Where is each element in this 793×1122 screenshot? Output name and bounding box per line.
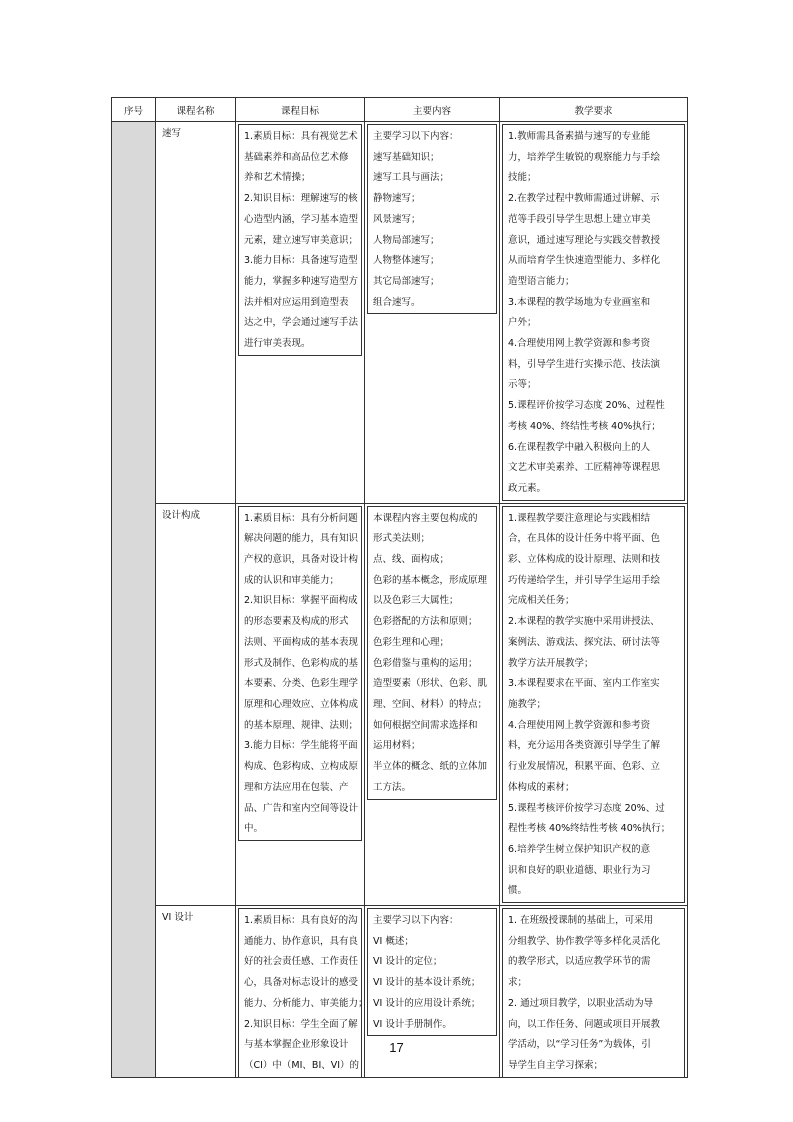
header-main-content: 主要内容	[365, 98, 500, 122]
main-content-cell	[365, 122, 500, 504]
cell-line: 1.教师需具备素描与速写的专业能	[508, 131, 651, 142]
cell-line: 与基本掌握企业形象设计	[244, 1039, 349, 1051]
course-name: 速写	[156, 122, 236, 504]
cell-line: 运用材料；	[373, 740, 421, 752]
cell-line: 4.合理使用网上教学资源和参考资	[508, 338, 651, 350]
cell-line: 理和方法应用在包装、产	[244, 781, 349, 793]
cell-line: 5.课程考核评价按学习态度 20%、过	[508, 802, 665, 814]
cell-line: 品、广告和室内空间等设计	[244, 802, 359, 814]
cell-line: 组合速写。	[373, 296, 421, 308]
cell-line: 进行审美表现。	[244, 338, 311, 350]
cell-line: 解决问题的能力，具有知识	[244, 533, 359, 545]
cell-line: 工方法。	[373, 781, 412, 793]
cell-line: 政元素。	[508, 482, 547, 494]
cell-line: 主要学习以下内容：	[373, 131, 459, 142]
cell-line: VI 设计的定位；	[373, 956, 443, 968]
course-goal-box	[238, 506, 362, 841]
cell-line: 2.知识目标：掌握平面构成	[244, 595, 358, 607]
course-goal-cell	[236, 122, 365, 504]
cell-line: 料，引导学生进行实操示范、技法演	[508, 358, 661, 370]
cell-line: 2.知识目标：学生全面了解	[244, 1018, 358, 1030]
main-content-box	[367, 908, 497, 1036]
cell-line: 速写工具与画法；	[373, 172, 450, 184]
cell-line: 施教学；	[508, 698, 547, 710]
cell-line: 体构成的素材；	[508, 781, 575, 793]
cell-line: 产权的意识，具备对设计构	[244, 554, 359, 566]
cell-line: 6.在课程教学中融入积极向上的人	[508, 441, 651, 453]
cell-line: 彩、立体构成的设计原理、法则和技	[508, 554, 661, 566]
cell-line: 色彩借鉴与重构的运用；	[373, 657, 478, 669]
seq-cell	[112, 122, 156, 1078]
cell-line: 人物局部速写；	[373, 234, 440, 246]
cell-line: 能力，掌握多种速写造型方	[244, 275, 359, 287]
cell-line: 养和艺术情操；	[244, 172, 311, 184]
cell-line: 原理和心理效应、立体构成	[244, 698, 359, 710]
cell-line: 技能；	[508, 172, 537, 184]
cell-line: 本要素、分类、色彩生理学	[244, 678, 359, 690]
teaching-requirements-cell	[500, 503, 688, 905]
cell-line: 1.素质目标：具有视觉艺术	[244, 131, 358, 142]
cell-line: 能力、分析能力、审美能力；	[244, 997, 368, 1009]
cell-line: 以及色彩三大属性；	[373, 595, 459, 607]
cell-line: 4.合理使用网上教学资源和参考资	[508, 719, 651, 731]
cell-line: 理、空间、材料）的特点；	[373, 698, 488, 710]
cell-line: 料，充分运用各类资源引导学生了解	[508, 740, 661, 752]
cell-line: 合，在具体的设计任务中将平面、色	[508, 533, 661, 545]
cell-line: 色彩的基本概念，形成原理	[373, 574, 488, 586]
header-teaching-requirements: 教学要求	[500, 98, 688, 122]
cell-line: 的基本原理、规律、法则；	[244, 719, 359, 731]
cell-line: VI 概述；	[373, 935, 414, 947]
teaching-requirements-box	[502, 506, 685, 903]
cell-line: 程性考核 40%终结性考核 40%执行；	[508, 823, 671, 835]
cell-line: 求；	[508, 977, 528, 989]
cell-line: 3.能力目标：学生能将平面	[244, 740, 358, 752]
cell-line: 心，具备对标志设计的感受	[244, 977, 359, 989]
curriculum-table	[111, 97, 688, 1078]
cell-line: 导学生自主学习探索；	[508, 1059, 604, 1071]
cell-line: 户外；	[508, 317, 537, 329]
cell-line: 法并相对应运用到造型表	[244, 296, 349, 308]
cell-line: 惯。	[508, 885, 528, 897]
cell-line: 1.课程教学要注意理论与实践相结	[508, 512, 651, 524]
cell-line: 3.能力目标：具备速写造型	[244, 255, 358, 267]
cell-line: 向，以工作任务、问题或项目开展教	[508, 1018, 661, 1030]
course-goal-box	[238, 124, 362, 356]
course-name: 设计构成	[156, 503, 236, 905]
cell-line: 色彩搭配的方法和原则；	[373, 616, 478, 628]
header-course-goal: 课程目标	[236, 98, 365, 122]
cell-line: 法则、平面构成的基本表现	[244, 636, 359, 648]
cell-line: 形式及制作、色彩构成的基	[244, 657, 359, 669]
cell-line: VI 设计手册制作。	[373, 1018, 452, 1030]
cell-line: 2.知识目标：理解速写的核	[244, 193, 358, 205]
cell-line: 示等；	[508, 379, 537, 391]
table-row	[112, 122, 688, 504]
table-header-row	[112, 98, 688, 122]
cell-line: 色彩生理和心理；	[373, 636, 450, 648]
cell-line: 力，培养学生敏锐的观察能力与手绘	[508, 151, 661, 163]
cell-line: 2. 通过项目教学，以职业活动为导	[508, 997, 654, 1009]
cell-line: 1.素质目标：具有分析问题	[244, 512, 358, 524]
cell-line: 行业发展情况，积累平面、色彩、立	[508, 761, 661, 773]
cell-line: 如何根据空间需求选择和	[373, 719, 478, 731]
course-name: VI 设计	[156, 906, 236, 1078]
cell-line: 达之中，学会通过速写手法	[244, 317, 359, 329]
cell-line: 点、线、面构成；	[373, 554, 450, 566]
cell-line: 2.本课程的教学实施中采用讲授法、	[508, 616, 660, 628]
header-seq: 序号	[112, 98, 156, 122]
teaching-requirements-box	[502, 124, 685, 501]
cell-line: 1. 在班级授课制的基础上，可采用	[508, 915, 654, 927]
cell-line: 分组教学、协作教学等多样化灵活化	[508, 935, 661, 947]
cell-line: 其它局部速写；	[373, 275, 440, 287]
cell-line: 半立体的概念、纸的立体加	[373, 761, 488, 773]
cell-line: 的形态要素及构成的形式	[244, 616, 349, 628]
cell-line: 从而培育学生快速造型能力、多样化	[508, 255, 661, 267]
cell-line: 基础素养和高品位艺术修	[244, 151, 349, 163]
main-content-box	[367, 506, 497, 800]
main-content-cell	[365, 503, 500, 905]
cell-line: 巧传递给学生，并引导学生运用手绘	[508, 574, 661, 586]
cell-line: 形式美法则；	[373, 533, 431, 545]
cell-line: 6.培养学生树立保护知识产权的意	[508, 843, 651, 855]
cell-line: 本课程内容主要包构成的	[373, 512, 478, 524]
cell-line: 意识，通过速写理论与实践交替教授	[508, 234, 661, 246]
header-course-name: 课程名称	[156, 98, 236, 122]
cell-line: 好的社会责任感、工作责任	[244, 956, 359, 968]
cell-line: 人物整体速写；	[373, 255, 440, 267]
cell-line: 3.本课程的教学场地为专业画室和	[508, 296, 651, 308]
cell-line: 风景速写；	[373, 213, 421, 225]
cell-line: 学活动，以“学习任务”为载体，引	[508, 1039, 651, 1051]
cell-line: 主要学习以下内容：	[373, 915, 459, 927]
cell-line: 识和良好的职业道德、职业行为习	[508, 864, 651, 876]
cell-line: VI 设计的应用设计系统；	[373, 997, 481, 1009]
cell-line: 的教学形式，以适应教学环节的需	[508, 956, 651, 968]
cell-line: 元素，建立速写审美意识；	[244, 234, 359, 246]
cell-line: 造型语言能力；	[508, 275, 575, 287]
cell-line: 考核 40%、终结性考核 40%执行；	[508, 420, 661, 432]
cell-line: 造型要素（形状、色彩、肌	[373, 678, 488, 690]
cell-line: 成的认识和审美能力；	[244, 574, 340, 586]
cell-line: 案例法、游戏法、探究法、研讨法等	[508, 636, 661, 648]
cell-line: 通能力、协作意识，具有良	[244, 935, 359, 947]
cell-line: 5.课程评价按学习态度 20%、过程性	[508, 400, 665, 412]
cell-line: 文艺术审美素养、工匠精神等课程思	[508, 462, 661, 474]
cell-line: 范等手段引导学生思想上建立审美	[508, 213, 651, 225]
cell-line: 1.素质目标：具有良好的沟	[244, 915, 358, 927]
cell-line: 3.本课程要求在平面、室内工作室实	[508, 678, 660, 690]
cell-line: 完成相关任务；	[508, 595, 575, 607]
cell-line: 静物速写；	[373, 193, 421, 205]
cell-line: 中。	[244, 823, 264, 835]
main-content-box	[367, 124, 497, 314]
cell-line: （CI）中（MI、BI、VI）的	[244, 1059, 360, 1071]
cell-line: 教学方法开展教学；	[508, 657, 594, 669]
cell-line: VI 设计的基本设计系统；	[373, 977, 481, 989]
cell-line: 心造型内涵，学习基本造型	[244, 213, 359, 225]
table-row	[112, 503, 688, 905]
cell-line: 速写基础知识；	[373, 151, 440, 163]
teaching-requirements-cell	[500, 122, 688, 504]
cell-line: 构成、色彩构成、立构成原	[244, 761, 359, 773]
page-number: 17	[389, 1040, 404, 1055]
course-goal-cell	[236, 503, 365, 905]
cell-line: 2.在教学过程中教师需通过讲解、示	[508, 193, 660, 205]
